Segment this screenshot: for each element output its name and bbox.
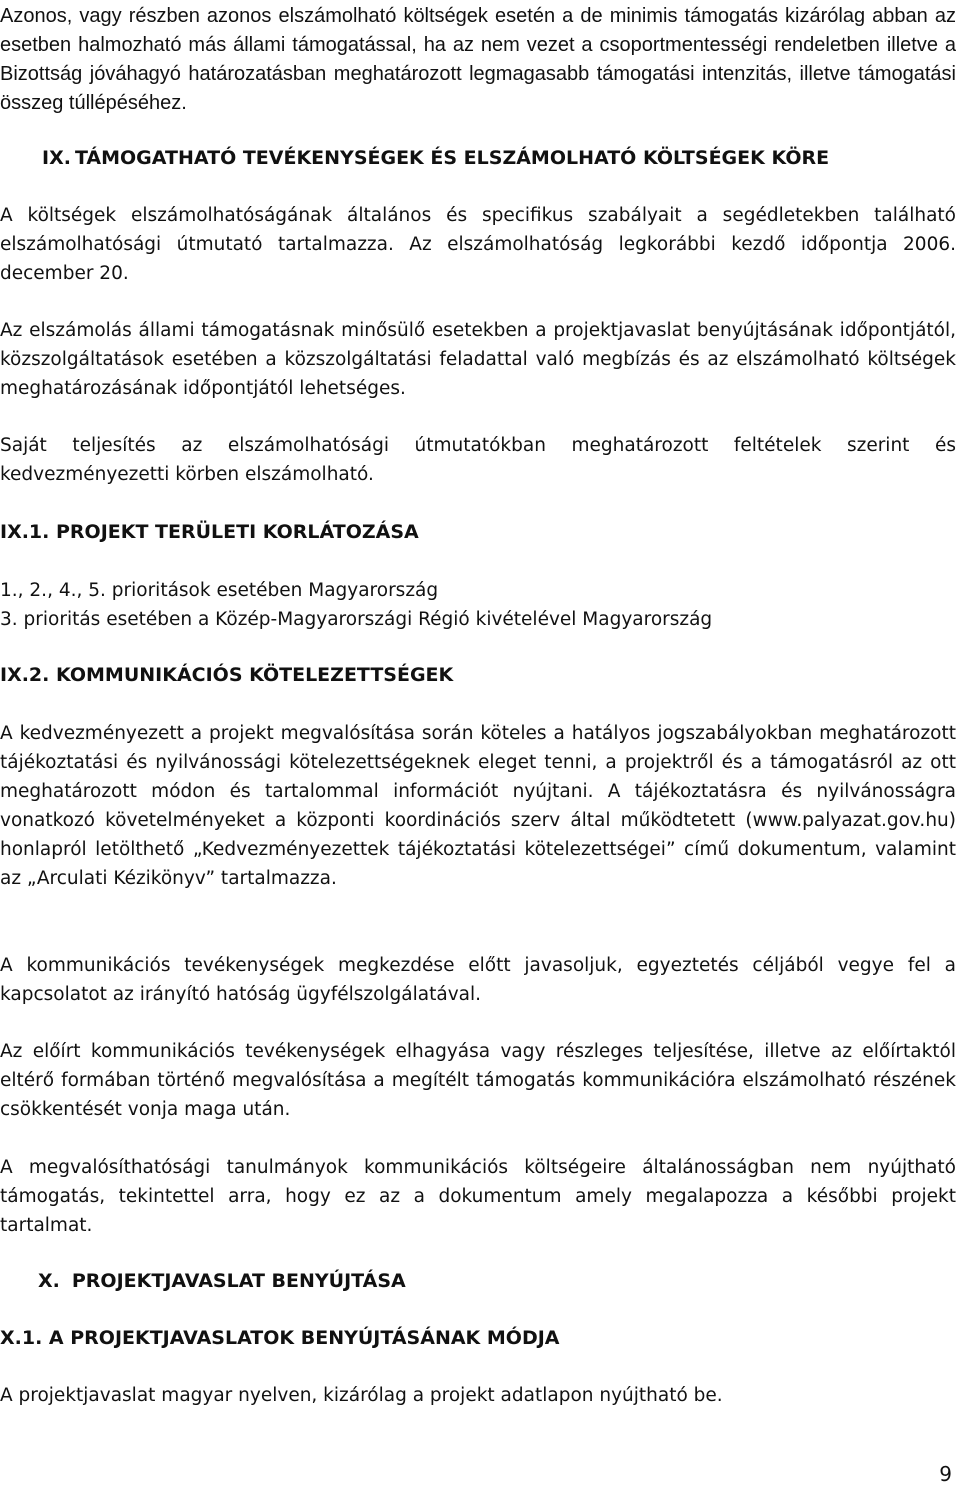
paragraph-submission-language: A projektjavaslat magyar nyelven, kizárólag a projekt adatlapon nyújtható be. [0, 1385, 723, 1406]
paragraph-communication-contact: A kommunikációs tevékenységek megkezdése előtt javasoljuk, egyeztetés céljából vegye fel a kapcsolatot az irányító hatóság ügyfélszolgálatával. [0, 955, 956, 1005]
heading-x-number: X. [38, 1270, 60, 1292]
heading-ix-2: IX.2. KOMMUNIKÁCIÓS KÖTELEZETTSÉGEK [0, 664, 454, 686]
heading-ix-title: TÁMOGATHATÓ TEVÉKENYSÉGEK ÉS ELSZÁMOLHATÓ KÖLTSÉGEK KÖRE [74, 147, 830, 169]
paragraph-own-performance: Saját teljesítés az elszámolhatósági útmutatókban meghatározott feltételek szerint és kedvezményezetti körben elszámolható. [0, 435, 956, 485]
priority-line-1: 1., 2., 4., 5. prioritások esetében Magyarország [0, 580, 439, 601]
paragraph-de-minimis: Azonos, vagy részben azonos elszámolható költségek esetén a de minimis támogatás kizárólag abban az esetben halmozható más állami támogatással, ha az nem vezet a csoportmentességi rendeletben illetve a Bizottság jóváhagyó határozatásban meghatározott legmagasabb támogatási intenzitás, illetve támogatási összeg túllépéséhez. [0, 5, 956, 114]
priority-list [0, 576, 956, 634]
heading-ix-1: IX.1. PROJEKT TERÜLETI KORLÁTOZÁSA [0, 521, 419, 543]
paragraph-feasibility-study: A megvalósíthatósági tanulmányok kommunikációs költségeire általánosságban nem nyújtható támogatás, tekintettel arra, hogy ez az a dokumentum amely megalapozza a későbbi projekt tartalmat. [0, 1157, 956, 1236]
paragraph-communication-omission: Az előírt kommunikációs tevékenységek elhagyása vagy részleges teljesítése, illetve az előírtaktól eltérő formában történő megvalósítása a megítélt támogatás kommunikációra elszámolható részének csökkentését vonja maga után. [0, 1041, 956, 1120]
heading-x-1: X.1. A PROJEKTJAVASLATOK BENYÚJTÁSÁNAK MÓDJA [0, 1327, 560, 1349]
heading-x [38, 1267, 406, 1296]
page-number: 9 [939, 1462, 952, 1486]
priority-line-2: 3. prioritás esetében a Közép-Magyarországi Régió kivételével Magyarország [0, 609, 713, 630]
paragraph-communication-obligations: A kedvezményezett a projekt megvalósítása során köteles a hatályos jogszabályokban meghatározott tájékoztatási és nyilvánossági kötelezettségeknek eleget tenni, a projektről és a támogatásról az ott meghatározott módon és tartalommal információt nyújtani. A tájékoztatásra és nyilvánosságra vonatkozó követelményeket a központi koordinációs szerv által működtetett (www.palyazat.gov.hu) honlapról letölthető „Kedvezményezettek tájékoztatási kötelezettségei” című dokumentum, valamint az „Arculati Kézikönyv” tartalmazza. [0, 723, 956, 889]
heading-x-title: PROJEKTJAVASLAT BENYÚJTÁSA [71, 1270, 406, 1292]
heading-ix [42, 144, 829, 173]
paragraph-eligibility-rules: A költségek elszámolhatóságának általános és specifikus szabályait a segédletekben található elszámolhatósági útmutató tartalmazza. Az elszámolhatóság legkorábbi kezdő időpontja 2006. december 20. [0, 205, 956, 284]
heading-ix-number: IX. [42, 147, 71, 169]
paragraph-state-aid-accounting: Az elszámolás állami támogatásnak minősülő esetekben a projektjavaslat benyújtásának időpontjától, közszolgáltatások esetében a közszolgáltatási feladattal való megbízás és az elszámolható költségek meghatározásának időpontjától lehetséges. [0, 320, 956, 399]
